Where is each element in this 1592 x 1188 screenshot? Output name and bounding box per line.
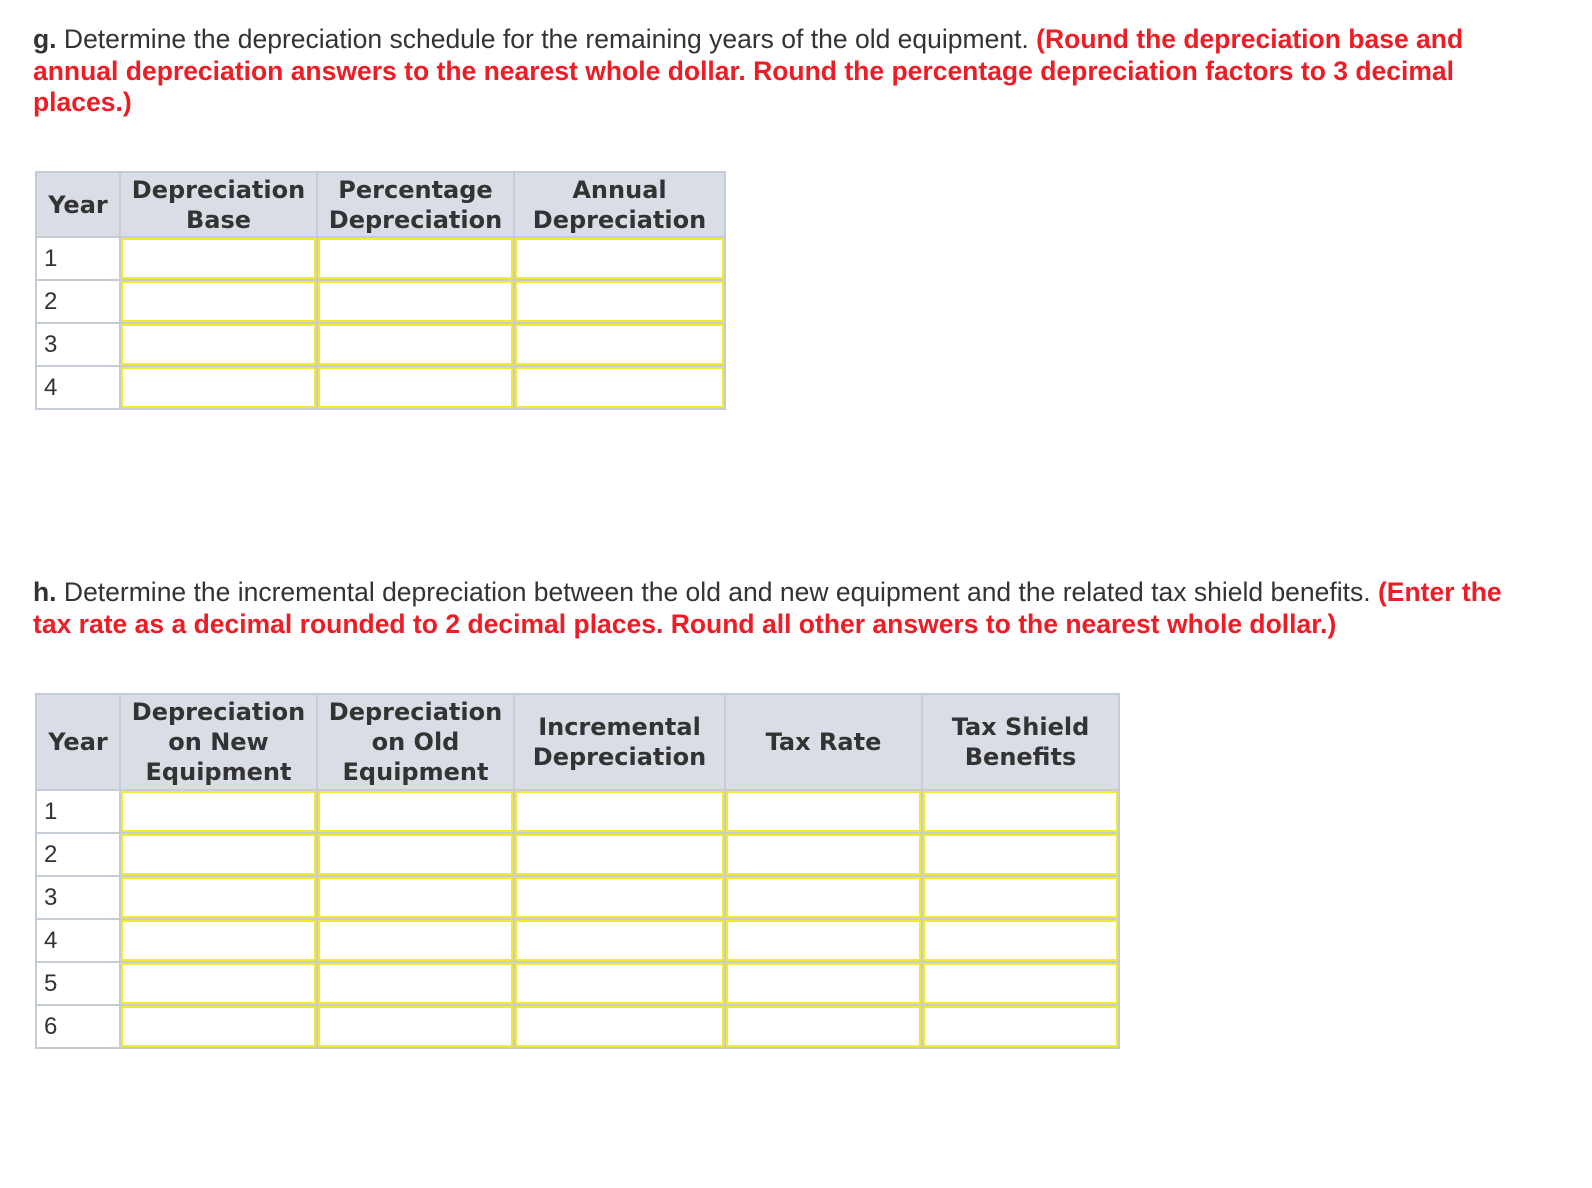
year-cell: 4 <box>36 919 120 962</box>
table-row <box>36 237 725 280</box>
table-row <box>36 1005 1119 1048</box>
question-h-instruction: (Enter the tax rate as a decimal rounded to 2 decimal places. Round all other answers to the nearest whole dollar.) <box>33 577 1502 639</box>
incremental-depreciation-table <box>35 693 1120 1049</box>
depreciation-new-input[interactable] <box>121 834 316 875</box>
question-g-instruction: (Round the depreciation base and annual depreciation answers to the nearest whole dollar. Round the percentage depreciation factors to 3 decimal places.) <box>33 24 1464 117</box>
tax-shield-input[interactable] <box>923 834 1118 875</box>
year-cell: 4 <box>36 366 120 409</box>
annual-depreciation-input[interactable] <box>515 238 724 279</box>
year-cell: 1 <box>36 790 120 833</box>
tax-rate-input[interactable] <box>726 834 921 875</box>
depreciation-schedule-table <box>35 171 726 410</box>
incremental-depreciation-input[interactable] <box>515 1006 724 1047</box>
depreciation-base-input[interactable] <box>121 324 316 365</box>
header-tax-rate: Tax Rate <box>725 694 922 790</box>
percentage-depreciation-input[interactable] <box>318 238 513 279</box>
question-h-text: Determine the incremental depreciation between the old and new equipment and the related tax shield benefits. <box>56 577 1378 607</box>
tax-shield-input[interactable] <box>923 920 1118 961</box>
header-year: Year <box>36 172 120 237</box>
incremental-depreciation-input[interactable] <box>515 920 724 961</box>
tax-rate-input[interactable] <box>726 877 921 918</box>
incremental-depreciation-input[interactable] <box>515 791 724 832</box>
annual-depreciation-input[interactable] <box>515 324 724 365</box>
table-row <box>36 323 725 366</box>
depreciation-old-input[interactable] <box>318 877 513 918</box>
depreciation-new-input[interactable] <box>121 1006 316 1047</box>
table-row <box>36 790 1119 833</box>
incremental-depreciation-input[interactable] <box>515 877 724 918</box>
tax-rate-input[interactable] <box>726 920 921 961</box>
table-row <box>36 962 1119 1005</box>
year-cell: 6 <box>36 1005 120 1048</box>
question-g-prompt <box>33 24 1533 119</box>
depreciation-old-input[interactable] <box>318 791 513 832</box>
depreciation-base-input[interactable] <box>121 238 316 279</box>
depreciation-base-input[interactable] <box>121 281 316 322</box>
depreciation-old-input[interactable] <box>318 920 513 961</box>
tax-shield-input[interactable] <box>923 1006 1118 1047</box>
header-percentage-depreciation: Percentage Depreciation <box>317 172 514 237</box>
depreciation-new-input[interactable] <box>121 791 316 832</box>
annual-depreciation-input[interactable] <box>515 281 724 322</box>
table-row <box>36 919 1119 962</box>
header-year: Year <box>36 694 120 790</box>
tax-shield-input[interactable] <box>923 877 1118 918</box>
year-cell: 2 <box>36 833 120 876</box>
tax-rate-input[interactable] <box>726 791 921 832</box>
annual-depreciation-input[interactable] <box>515 367 724 408</box>
depreciation-old-input[interactable] <box>318 834 513 875</box>
tax-shield-input[interactable] <box>923 791 1118 832</box>
header-depreciation-old-equipment: Depreciation on Old Equipment <box>317 694 514 790</box>
year-cell: 2 <box>36 280 120 323</box>
percentage-depreciation-input[interactable] <box>318 324 513 365</box>
tax-shield-input[interactable] <box>923 963 1118 1004</box>
tax-rate-input[interactable] <box>726 963 921 1004</box>
depreciation-old-input[interactable] <box>318 963 513 1004</box>
depreciation-new-input[interactable] <box>121 920 316 961</box>
question-g-letter: g. <box>33 24 57 54</box>
depreciation-old-input[interactable] <box>318 1006 513 1047</box>
incremental-depreciation-input[interactable] <box>515 834 724 875</box>
header-tax-shield-benefits: Tax Shield Benefits <box>922 694 1119 790</box>
percentage-depreciation-input[interactable] <box>318 281 513 322</box>
year-cell: 1 <box>36 237 120 280</box>
incremental-depreciation-input[interactable] <box>515 963 724 1004</box>
percentage-depreciation-input[interactable] <box>318 367 513 408</box>
question-h-prompt <box>33 577 1533 640</box>
year-cell: 5 <box>36 962 120 1005</box>
table-row <box>36 280 725 323</box>
table-header-row <box>36 694 1119 790</box>
tax-rate-input[interactable] <box>726 1006 921 1047</box>
header-depreciation-base: Depreciation Base <box>120 172 317 237</box>
table-row <box>36 876 1119 919</box>
header-annual-depreciation: Annual Depreciation <box>514 172 725 237</box>
question-h-letter: h. <box>33 577 57 607</box>
table-row <box>36 366 725 409</box>
table-row <box>36 833 1119 876</box>
header-incremental-depreciation: Incremental Depreciation <box>514 694 725 790</box>
depreciation-new-input[interactable] <box>121 877 316 918</box>
table-header-row <box>36 172 725 237</box>
depreciation-base-input[interactable] <box>121 367 316 408</box>
header-depreciation-new-equipment: Depreciation on New Equipment <box>120 694 317 790</box>
question-g-text: Determine the depreciation schedule for the remaining years of the old equipment. <box>56 24 1037 54</box>
depreciation-new-input[interactable] <box>121 963 316 1004</box>
year-cell: 3 <box>36 323 120 366</box>
year-cell: 3 <box>36 876 120 919</box>
